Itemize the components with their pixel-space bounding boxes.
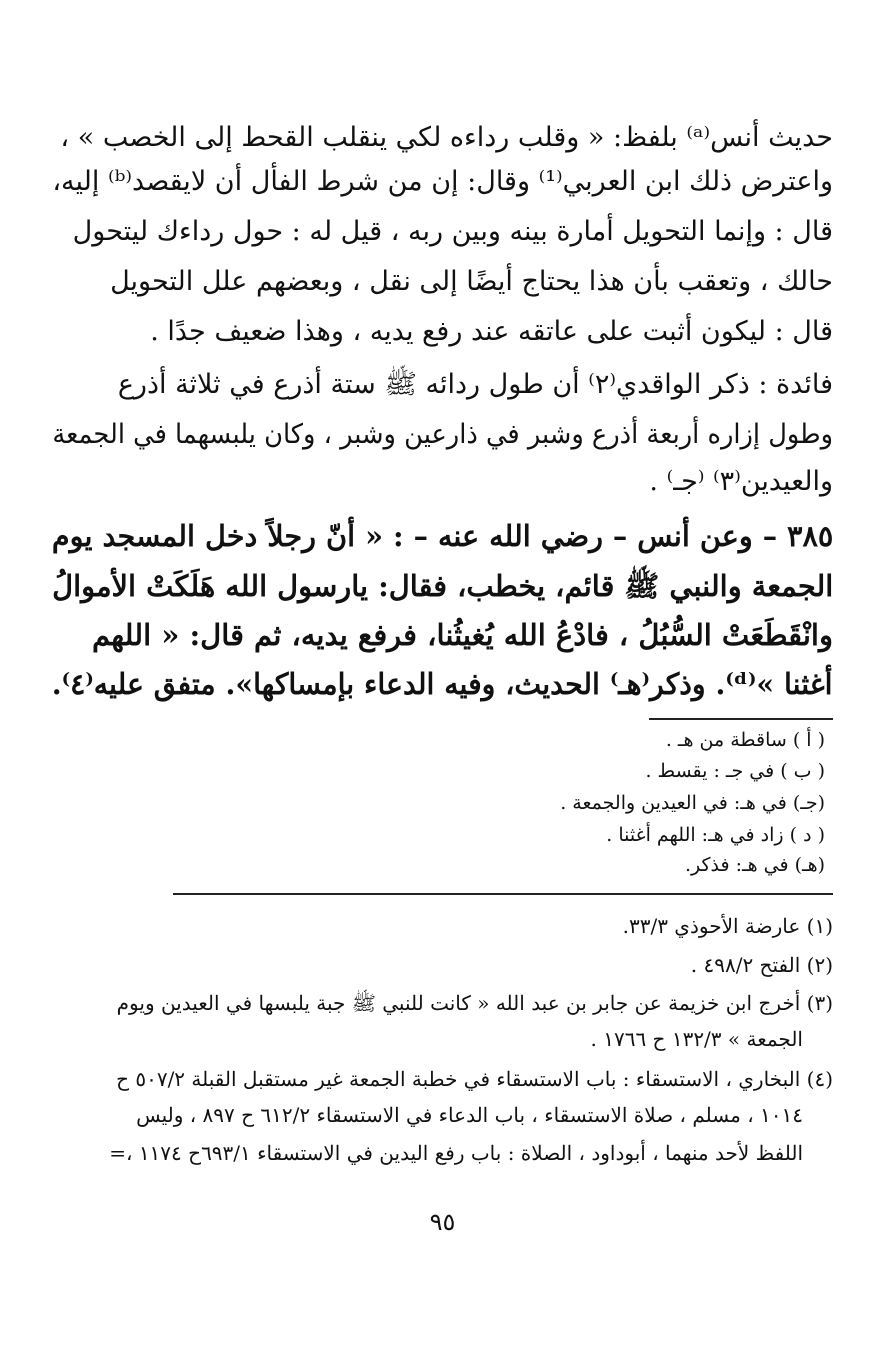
variant-note-ha: (هـ) في هـ: فذكر. [684,854,825,876]
reference-4-line-1: (٤) البخاري ، الاستسقاء : باب الاستسقاء في خطبة الجمعة غير مستقبل القبلة ٥٠٧/٢ ح [116,1067,833,1091]
reference-2: (٢) الفتح ٤٩٨/٢ . [690,953,833,977]
variant-note-alef: ( أ ) ساقطة من هـ . [665,729,825,751]
variant-note-ba: ( ب ) في جـ : يقسط . [645,760,825,782]
body-line-4: حالك ، وتعقب بأن هذا يحتاج أيضًا إلى نقل ، وبعضهم علل التحويل [110,266,833,297]
body-line-3: قال : وإنما التحويل أمارة بينه وبين ربه ، قيل له : حول رداءك ليتحول [72,216,833,247]
body-line-6: فائدة : ذكر الواقدي⁽٢⁾ أن طول ردائه ﷺ ستة أذرع في ثلاثة أذرع [117,369,833,400]
variant-note-jim: (جـ) في هـ: في العيدين والجمعة . [560,792,825,814]
reference-3-line-2: الجمعة » ١٣٢/٣ ح ١٧٦٦ . [590,1027,803,1051]
references-separator [173,893,833,895]
reference-1: (١) عارضة الأحوذي ٣٣/٣. [622,914,833,938]
hadith-line-3: وانْقَطَعَتْ السُّبُلُ ، فادْعُ الله يُغيثُنا، فرفع يديه، ثم قال: « اللهم [92,618,833,652]
body-line-8: والعيدين⁽٣⁾ ⁽جـ⁾ . [649,466,833,497]
reference-4-line-3: اللفظ لأحد منهما ، أبوداود ، الصلاة : باب رفع اليدين في الاستسقاء ٦٩٣/١ح ١١٧٤ ،= [109,1141,803,1165]
body-line-2: واعترض ذلك ابن العربي⁽¹⁾ وقال: إن من شرط الفأل أن لايقصد⁽ᵇ⁾ إليه، [52,166,833,197]
body-line-5: قال : ليكون أثبت على عاتقه عند رفع يديه ، وهذا ضعيف جدًا . [150,316,833,347]
reference-4-line-2: ١٠١٤ ، مسلم ، صلاة الاستسقاء ، باب الدعاء في الاستسقاء ٦١٢/٢ ح ٨٩٧ ، وليس [136,1103,803,1127]
reference-3-line-1: (٣) أخرج ابن خزيمة عن جابر بن عبد الله « كانت للنبي ﷺ جبة يلبسها في العيدين ويوم [116,991,833,1015]
body-line-1: حديث أنس⁽ᵃ⁾ بلفظ: « وقلب رداءه لكي ينقلب القحط إلى الخصب » ، [60,122,833,153]
hadith-line-1: ٣٨٥ – وعن أنس – رضي الله عنه – : « أنّ رجلاً دخل المسجد يوم [51,519,833,553]
body-line-7: وطول إزاره أربعة أذرع وشبر في ذارعين وشبر ، وكان يلبسهما في الجمعة [52,419,833,450]
variant-note-dal: ( د ) زاد في هـ: اللهم أغثنا . [606,824,825,846]
variant-notes-separator [649,718,833,720]
hadith-line-4: أغثنا »⁽ᵈ⁾. وذكر⁽هـ⁾ الحديث، وفيه الدعاء بإمساكها». متفق عليه⁽٤⁾. [52,667,833,701]
page-number: ٩٥ [429,1208,456,1236]
hadith-line-2: الجمعة والنبي ﷺ قائم، يخطب، فقال: يارسول الله هَلَكَتْ الأموالُ [51,569,833,603]
